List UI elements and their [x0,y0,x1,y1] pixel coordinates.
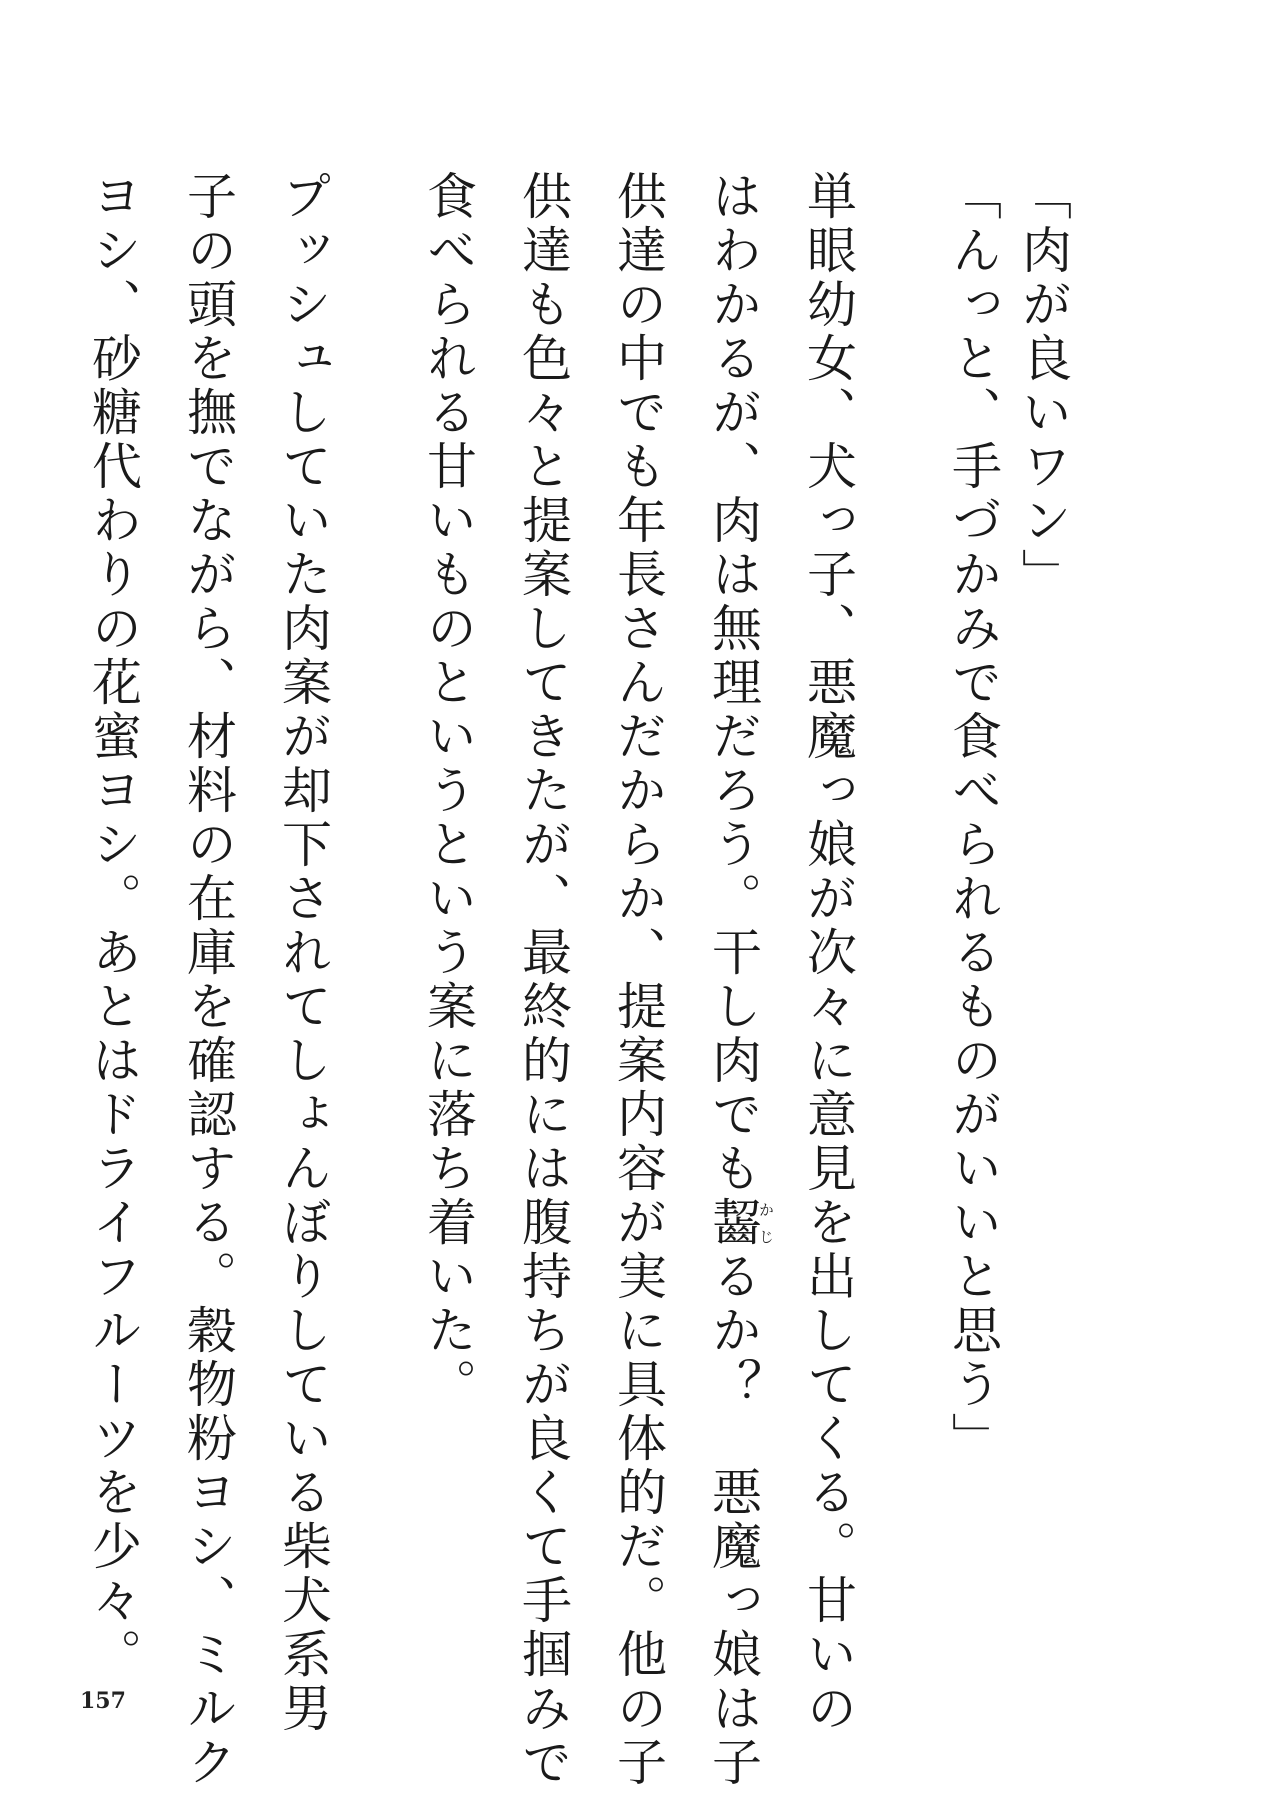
paragraph-1-line-3: 供達の中でも年長さんだからか、提案内容が実に具体的だ。他の子 [609,170,667,1790]
ruby-annotation [704,1196,775,1250]
paragraph-1-line-2 [685,170,780,1790]
paragraph-1-line-5: 食べられる甘いものというという案に落ち着いた。 [419,170,477,1412]
paragraph-2-line-3: ヨシ、砂糖代わりの花蜜ヨシ。あとはドライフルーツを少々。 [84,170,142,1682]
dialogue-line-1: 「肉が良いワン」 [1014,170,1072,602]
paragraph-1-line-4: 供達も色々と提案してきたが、最終的には腹持ちが良くて手掴みで [514,170,572,1790]
page-number: 157 [80,1688,126,1714]
paragraph-1-line-1: 単眼幼女、犬っ子、悪魔っ娘が次々に意見を出してくる。甘いの [799,170,857,1736]
dialogue-line-2: 「んっと、手づかみで食べられるものがいいと思う」 [944,170,1002,1466]
paragraph-2-line-1: プッシュしていた肉案が却下されてしょんぼりしている柴犬系男 [274,170,332,1736]
ruby-reading: かじ [757,1196,775,1250]
paragraph-2-line-2: 子の頭を撫でながら、材料の在庫を確認する。穀物粉ヨシ、ミルク [179,170,237,1790]
paragraph-3-line-1 [0,170,15,1620]
paragraph-1-line-2-before-ruby: はわかるが、肉は無理だろう。干し肉でも [704,170,762,1196]
ruby-base: 齧 [704,1196,762,1250]
paragraph-1-line-2-after-ruby: るか？ 悪魔っ娘は子 [704,1250,762,1790]
